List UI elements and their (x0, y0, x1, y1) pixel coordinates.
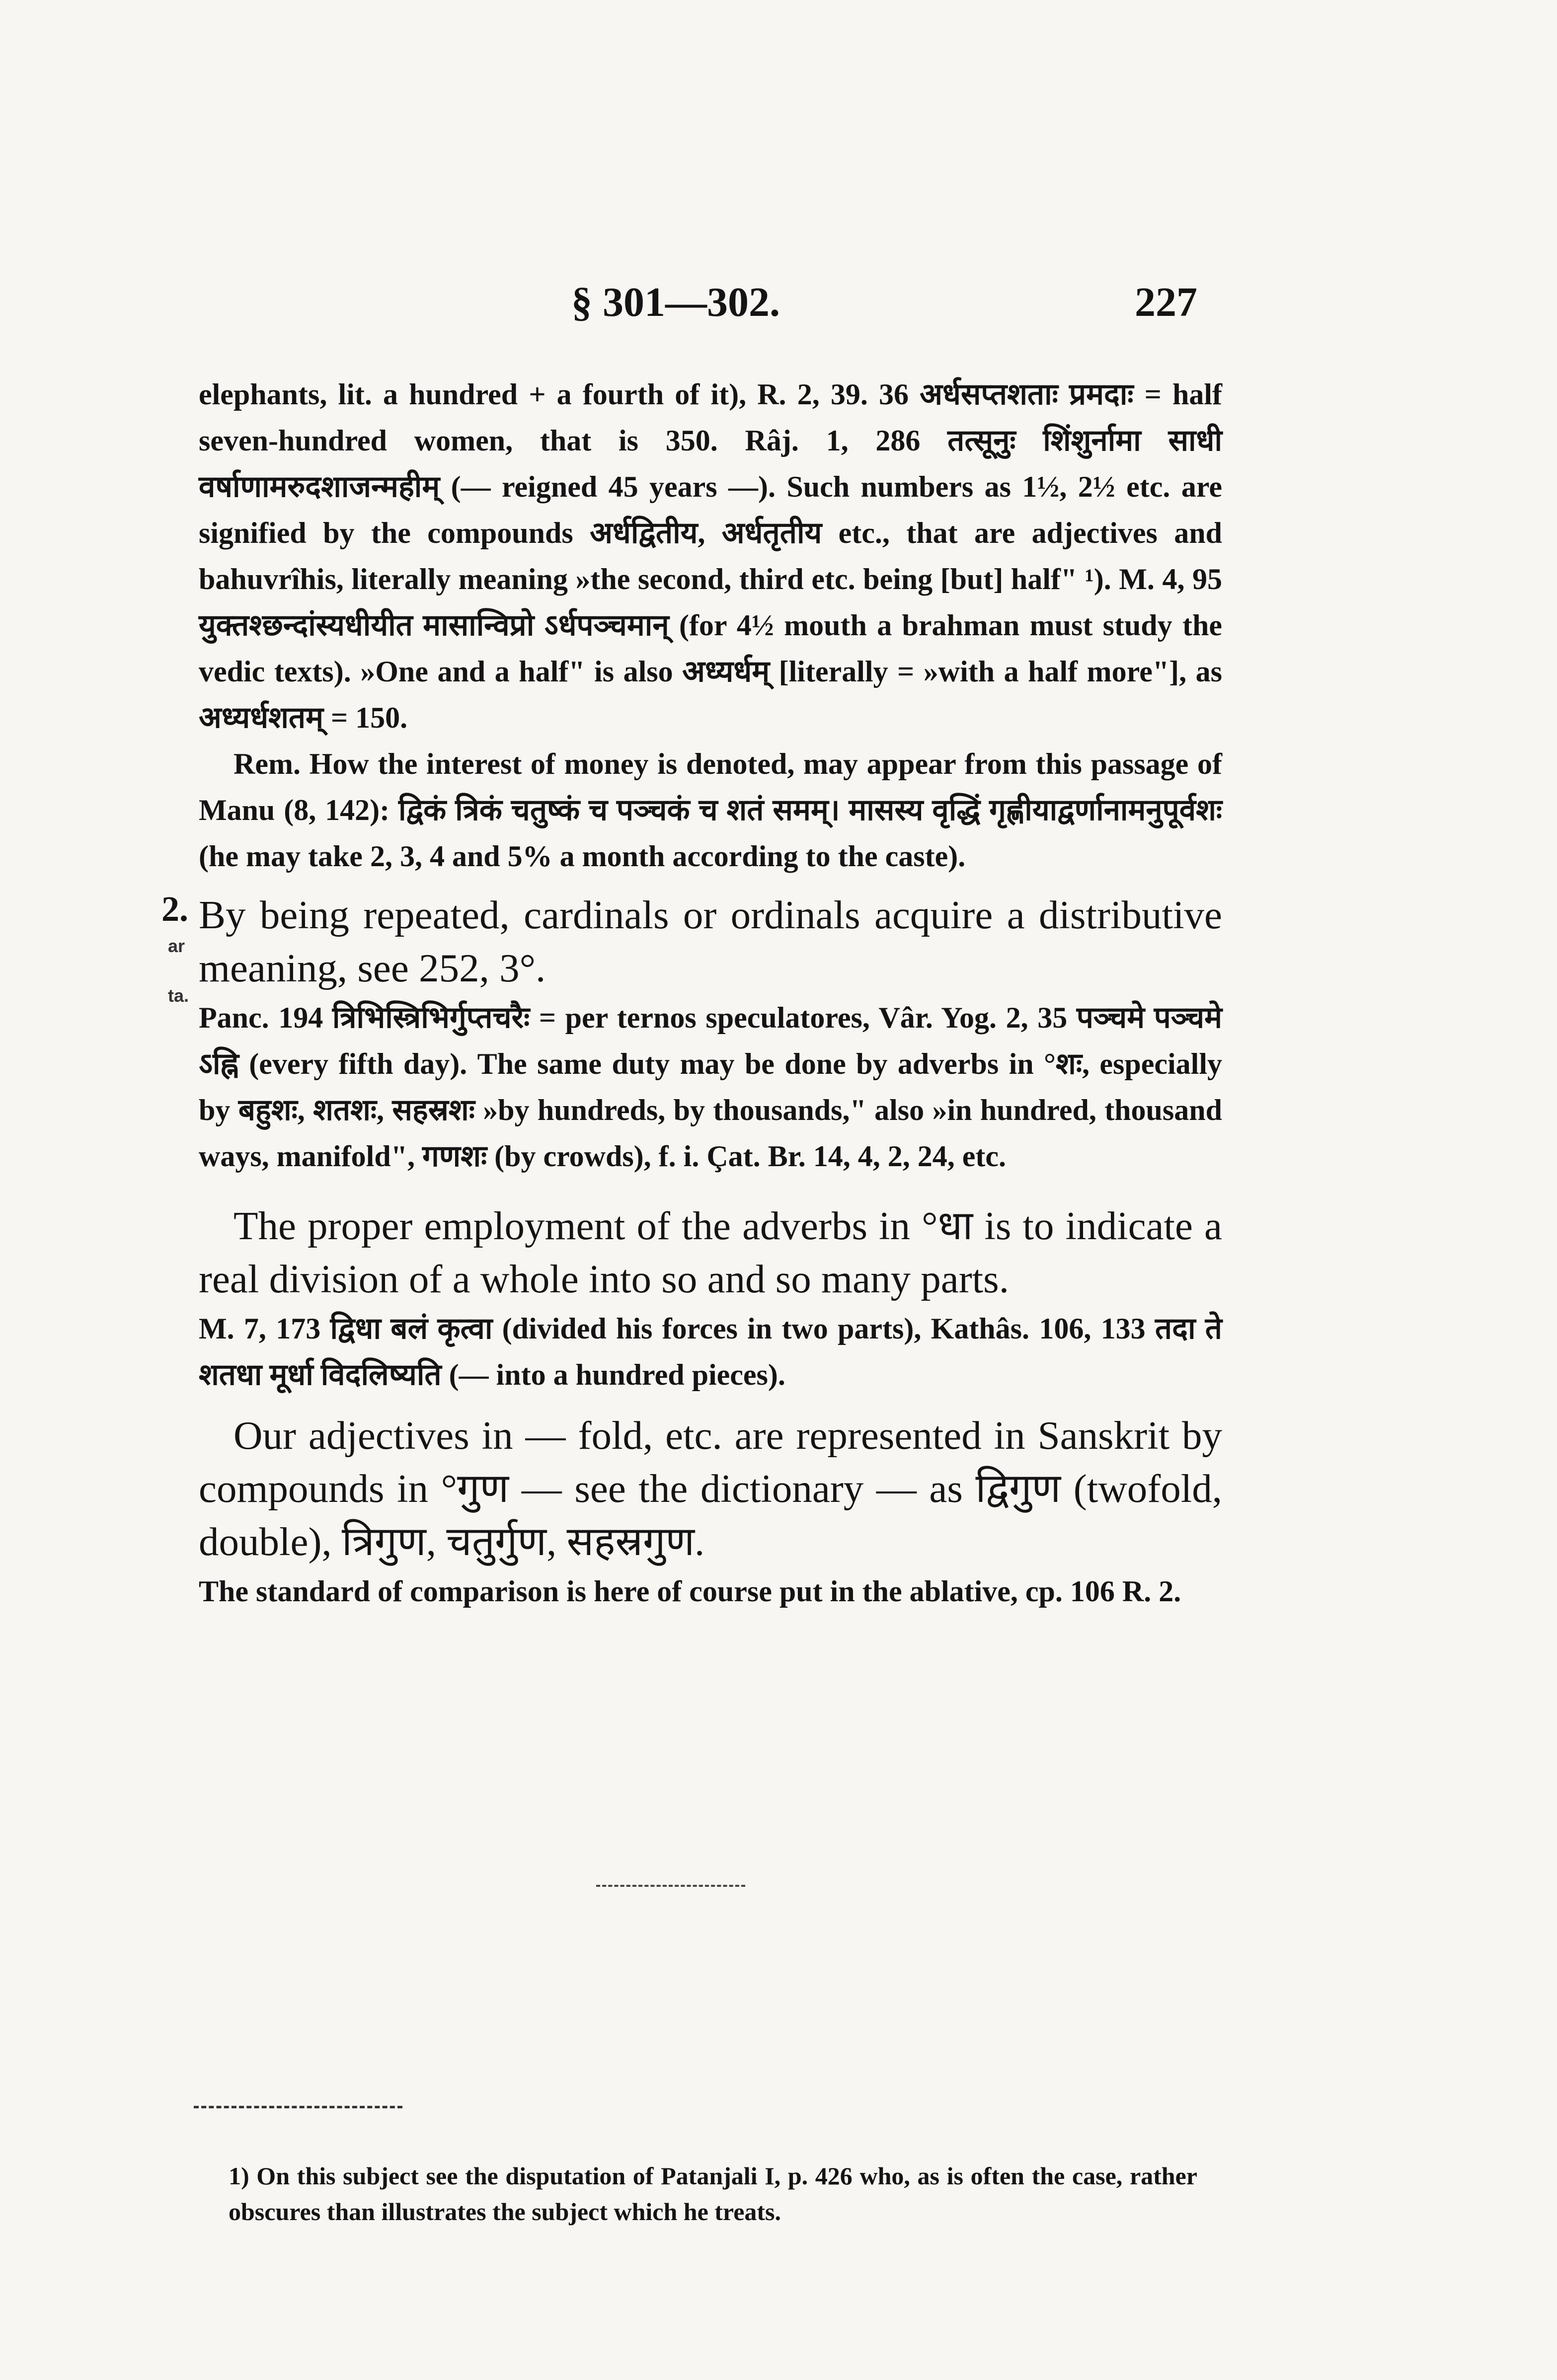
section-2-body: Panc. 194 त्रिभिस्त्रिभिर्गुप्तचरैः = per ternos speculatores, Vâr. Yog. 2, 35 पञ्चमे पञ्चमे ऽह्नि (every fifth day). The same duty may be done by adverbs in °शः, especially by बहुशः, शतशः, सहस्रशः »by hundreds, by thousands," also »in hundred, thousand ways, manifold", गणशः (by crowds), f. i. Çat. Br. 14, 4, 2, 24, etc. (199, 1001, 1222, 1173)
section-range: § 301—302. (571, 279, 780, 325)
adverbs-lead: The proper employment of the adverbs in °धा is to indicate a real division of a whole into so and so many parts. (199, 1203, 1222, 1301)
margin-mark-2: ta. (168, 985, 189, 1006)
section-2 (161, 889, 1222, 1180)
footnote: 1) On this subject see the disputation of Patanjali I, p. 426 who, as is often the case, rather obscures than illustrates the subject which he treats. (229, 2162, 1197, 2226)
fold-paragraph (199, 1409, 1222, 1615)
fold-body: The standard of comparison is here of course put in the ablative, cp. 106 R. 2. (199, 1575, 1181, 1608)
page-number: 227 (1135, 279, 1197, 325)
adverbs-paragraph (199, 1199, 1222, 1398)
footnote-rule (194, 2106, 402, 2108)
main-text (161, 372, 1222, 1615)
section-end-rule (596, 1885, 745, 1887)
adverbs-body: M. 7, 173 द्विधा बलं कृत्वा (divided his forces in two parts), Kathâs. 106, 133 तदा ते शतधा मूर्धा विदलिष्यति (— into a hundred pieces). (199, 1312, 1222, 1391)
section-2-lead: By being repeated, cardinals or ordinals acquire a distributive meaning, see 252, 3°. (199, 892, 1222, 990)
remark-interest: Rem. How the interest of money is denoted, may appear from this passage of Manu (8, 142): द्विकं त्रिकं चतुष्कं च पञ्चकं च शतं समम्। मासस्य वृद्धिं गृह्णीयाद्वर्णानामनुपूर्वशः (he may take 2, 3, 4 and 5% a month according to the caste). (199, 747, 1222, 873)
running-header (199, 278, 1197, 333)
paragraph-elephants: elephants, lit. a hundred + a fourth of it), R. 2, 39. 36 अर्धसप्तशताः प्रमदाः = half seven-hundred women, that is 350. Râj. 1, 286 तत्सूनुः शिंशुर्नामा साधी वर्षाणामरुदशाजन्महीम् (— reigned 45 years —). Such numbers as 1½, 2½ etc. are signified by the compounds अर्धद्वितीय, अर्धतृतीय etc., that are adjectives and bahuvrîhis, literally meaning »the second, third etc. being [but] half" ¹). M. 4, 95 युक्तश्छन्दांस्यधीयीत मासान्विप्रो ऽर्धपञ्चमान् (for 4½ mouth a brahman must study the vedic texts). »One and a half" is also अध्यर्धम् [literally = »with a half more"], as अध्यर्धशतम् = 150. (199, 378, 1222, 734)
margin-mark-1: ar (168, 936, 185, 956)
fold-lead: Our adjectives in — fold, etc. are represented in Sanskrit by compounds in °गुण — see the dictionary — as द्विगुण (twofold, double), त्रिगुण, चतुर्गुण, सहस्रगुण. (199, 1413, 1222, 1564)
section-number: 2. (161, 889, 188, 929)
